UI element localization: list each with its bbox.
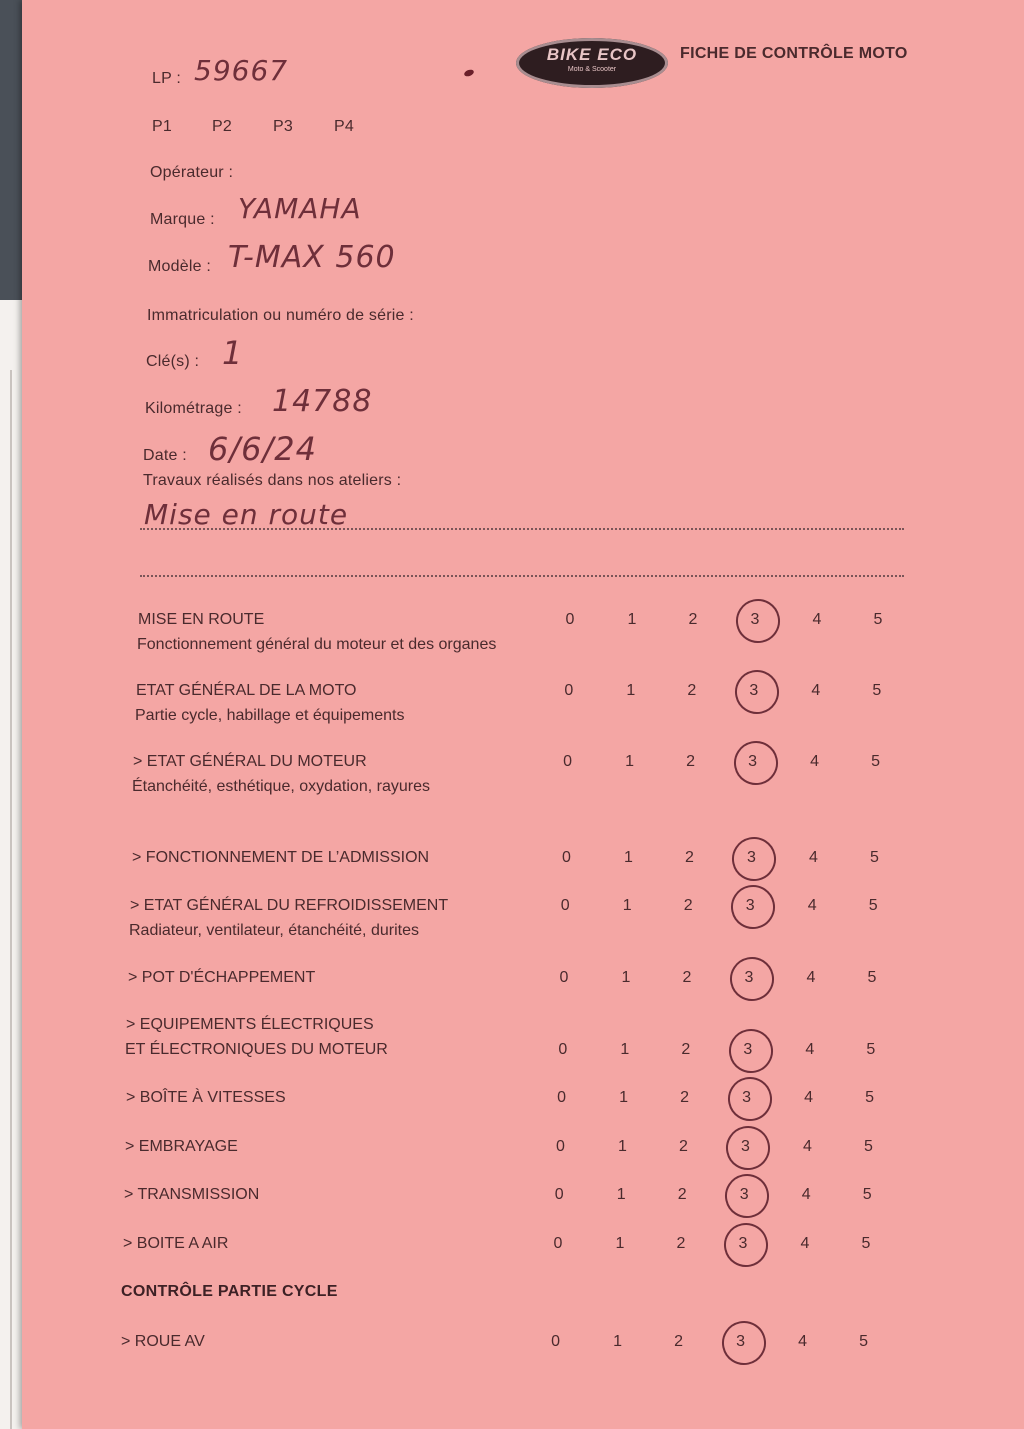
control-sheet bbox=[22, 0, 1024, 1429]
score-option-3[interactable]: 3 bbox=[730, 897, 770, 915]
score-option-3[interactable]: 3 bbox=[733, 753, 773, 771]
score-option-0[interactable]: 0 bbox=[557, 1089, 567, 1106]
row-title: > TRANSMISSION bbox=[124, 1186, 260, 1203]
score-option-5[interactable]: 5 bbox=[862, 1186, 872, 1203]
date-label: Date : bbox=[143, 447, 187, 464]
score-option-2[interactable]: 2 bbox=[676, 1235, 686, 1252]
score-option-5[interactable]: 5 bbox=[868, 897, 878, 914]
score-option-2[interactable]: 2 bbox=[684, 849, 694, 866]
marque-value[interactable]: YAMAHA bbox=[238, 192, 362, 225]
score-option-3[interactable]: 3 bbox=[721, 1333, 761, 1351]
score-option-1[interactable]: 1 bbox=[627, 611, 637, 628]
score-option-3[interactable]: 3 bbox=[728, 1041, 768, 1059]
score-option-2[interactable]: 2 bbox=[678, 1138, 688, 1155]
score-option-0[interactable]: 0 bbox=[553, 1235, 563, 1252]
score-option-0[interactable]: 0 bbox=[564, 682, 574, 699]
row-title: > BOITE A AIR bbox=[123, 1235, 229, 1252]
score-option-5[interactable]: 5 bbox=[861, 1235, 871, 1252]
modele-label: Modèle : bbox=[148, 258, 211, 275]
score-option-4[interactable]: 4 bbox=[811, 682, 821, 699]
travaux-value[interactable]: Mise en route bbox=[144, 498, 349, 531]
score-option-5[interactable]: 5 bbox=[872, 682, 882, 699]
score-option-1[interactable]: 1 bbox=[626, 682, 636, 699]
score-option-5[interactable]: 5 bbox=[863, 1138, 873, 1155]
date-value[interactable]: 6/6/24 bbox=[208, 430, 317, 468]
lp-label: LP : bbox=[152, 70, 181, 87]
inspection-row bbox=[22, 1333, 1024, 1393]
sheet-title: FICHE DE CONTRÔLE MOTO bbox=[680, 45, 908, 62]
row-subtitle: Fonctionnement général du moteur et des organes bbox=[137, 636, 497, 653]
score-option-0[interactable]: 0 bbox=[559, 969, 569, 986]
score-option-2[interactable]: 2 bbox=[686, 753, 696, 770]
row-title: > EMBRAYAGE bbox=[125, 1138, 238, 1155]
immatriculation-label: Immatriculation ou numéro de série : bbox=[147, 307, 414, 324]
score-option-1[interactable]: 1 bbox=[615, 1235, 625, 1252]
row-title: > EQUIPEMENTS ÉLECTRIQUES bbox=[126, 1016, 374, 1033]
score-option-3[interactable]: 3 bbox=[735, 611, 775, 629]
row-title: > ETAT GÉNÉRAL DU MOTEUR bbox=[133, 753, 367, 770]
score-option-4[interactable]: 4 bbox=[810, 753, 820, 770]
score-option-5[interactable]: 5 bbox=[859, 1333, 869, 1350]
inspection-row bbox=[22, 682, 1024, 742]
score-option-0[interactable]: 0 bbox=[558, 1041, 568, 1058]
cles-value[interactable]: 1 bbox=[222, 334, 244, 372]
kilometrage-label: Kilométrage : bbox=[145, 400, 242, 417]
score-option-1[interactable]: 1 bbox=[617, 1138, 627, 1155]
score-option-1[interactable]: 1 bbox=[613, 1333, 623, 1350]
travaux-label: Travaux réalisés dans nos ateliers : bbox=[143, 472, 402, 489]
row-title: > ETAT GÉNÉRAL DU REFROIDISSEMENT bbox=[130, 897, 449, 914]
score-option-4[interactable]: 4 bbox=[812, 611, 822, 628]
row-title: ETAT GÉNÉRAL DE LA MOTO bbox=[136, 682, 357, 699]
score-option-0[interactable]: 0 bbox=[551, 1333, 561, 1350]
score-option-1[interactable]: 1 bbox=[625, 753, 635, 770]
position-p2[interactable]: P2 bbox=[212, 118, 232, 135]
operateur-label: Opérateur : bbox=[150, 164, 234, 181]
score-option-2[interactable]: 2 bbox=[674, 1333, 684, 1350]
bike-eco-logo: BIKE ECO Moto & Scooter bbox=[516, 38, 668, 88]
score-option-0[interactable]: 0 bbox=[554, 1186, 564, 1203]
score-option-1[interactable]: 1 bbox=[619, 1089, 629, 1106]
score-option-4[interactable]: 4 bbox=[807, 897, 817, 914]
travaux-dotted-line-1 bbox=[140, 528, 904, 530]
inspection-row bbox=[22, 897, 1024, 957]
score-option-2[interactable]: 2 bbox=[682, 969, 692, 986]
section-heading-partie-cycle: CONTRÔLE PARTIE CYCLE bbox=[121, 1283, 338, 1300]
score-option-1[interactable]: 1 bbox=[621, 969, 631, 986]
marque-label: Marque : bbox=[150, 211, 215, 228]
row-subtitle: Radiateur, ventilateur, étanchéité, durites bbox=[129, 922, 419, 939]
score-option-4[interactable]: 4 bbox=[798, 1333, 808, 1350]
score-option-2[interactable]: 2 bbox=[681, 1041, 691, 1058]
score-option-0[interactable]: 0 bbox=[565, 611, 575, 628]
score-option-5[interactable]: 5 bbox=[867, 969, 877, 986]
ink-smudge bbox=[463, 68, 474, 77]
score-option-2[interactable]: 2 bbox=[677, 1186, 687, 1203]
score-option-3[interactable]: 3 bbox=[727, 1089, 767, 1107]
score-option-2[interactable]: 2 bbox=[680, 1089, 690, 1106]
score-option-5[interactable]: 5 bbox=[865, 1089, 875, 1106]
score-option-4[interactable]: 4 bbox=[801, 1186, 811, 1203]
score-option-0[interactable]: 0 bbox=[561, 849, 571, 866]
score-option-3[interactable]: 3 bbox=[724, 1186, 764, 1204]
score-option-3[interactable]: 3 bbox=[725, 1138, 765, 1156]
score-option-4[interactable]: 4 bbox=[805, 1041, 815, 1058]
position-p3[interactable]: P3 bbox=[273, 118, 293, 135]
score-option-4[interactable]: 4 bbox=[800, 1235, 810, 1252]
row-title: MISE EN ROUTE bbox=[138, 611, 265, 628]
score-option-1[interactable]: 1 bbox=[623, 849, 633, 866]
kilometrage-value[interactable]: 14788 bbox=[272, 384, 373, 419]
score-option-2[interactable]: 2 bbox=[687, 682, 697, 699]
score-option-3[interactable]: 3 bbox=[734, 682, 774, 700]
row-title: > ROUE AV bbox=[121, 1333, 205, 1350]
position-p1[interactable]: P1 bbox=[152, 118, 172, 135]
score-option-3[interactable]: 3 bbox=[729, 969, 769, 987]
lp-value[interactable]: 59667 bbox=[194, 54, 289, 87]
score-option-4[interactable]: 4 bbox=[808, 849, 818, 866]
score-option-4[interactable]: 4 bbox=[804, 1089, 814, 1106]
score-option-0[interactable]: 0 bbox=[555, 1138, 565, 1155]
row-subtitle: ET ÉLECTRONIQUES DU MOTEUR bbox=[125, 1041, 388, 1058]
inspection-row bbox=[22, 611, 1024, 671]
modele-value[interactable]: T-MAX 560 bbox=[228, 240, 396, 275]
score-option-4[interactable]: 4 bbox=[802, 1138, 812, 1155]
score-option-5[interactable]: 5 bbox=[871, 753, 881, 770]
inspection-row bbox=[22, 753, 1024, 813]
cles-label: Clé(s) : bbox=[146, 353, 200, 370]
score-option-1[interactable]: 1 bbox=[616, 1186, 626, 1203]
position-p4[interactable]: P4 bbox=[334, 118, 354, 135]
score-option-2[interactable]: 2 bbox=[688, 611, 698, 628]
row-subtitle: Partie cycle, habillage et équipements bbox=[135, 707, 405, 724]
score-option-0[interactable]: 0 bbox=[560, 897, 570, 914]
score-option-3[interactable]: 3 bbox=[731, 849, 771, 867]
row-title: > FONCTIONNEMENT DE L’ADMISSION bbox=[132, 849, 430, 866]
row-title: > BOÎTE À VITESSES bbox=[126, 1089, 286, 1106]
score-option-5[interactable]: 5 bbox=[869, 849, 879, 866]
score-option-1[interactable]: 1 bbox=[620, 1041, 630, 1058]
row-title: > POT D'ÉCHAPPEMENT bbox=[128, 969, 316, 986]
score-option-1[interactable]: 1 bbox=[622, 897, 632, 914]
score-option-5[interactable]: 5 bbox=[866, 1041, 876, 1058]
row-subtitle: Étanchéité, esthétique, oxydation, rayures bbox=[132, 778, 430, 795]
travaux-dotted-line-2 bbox=[140, 575, 904, 577]
score-option-4[interactable]: 4 bbox=[806, 969, 816, 986]
score-option-0[interactable]: 0 bbox=[563, 753, 573, 770]
score-option-5[interactable]: 5 bbox=[873, 611, 883, 628]
score-option-3[interactable]: 3 bbox=[723, 1235, 763, 1253]
score-option-2[interactable]: 2 bbox=[683, 897, 693, 914]
